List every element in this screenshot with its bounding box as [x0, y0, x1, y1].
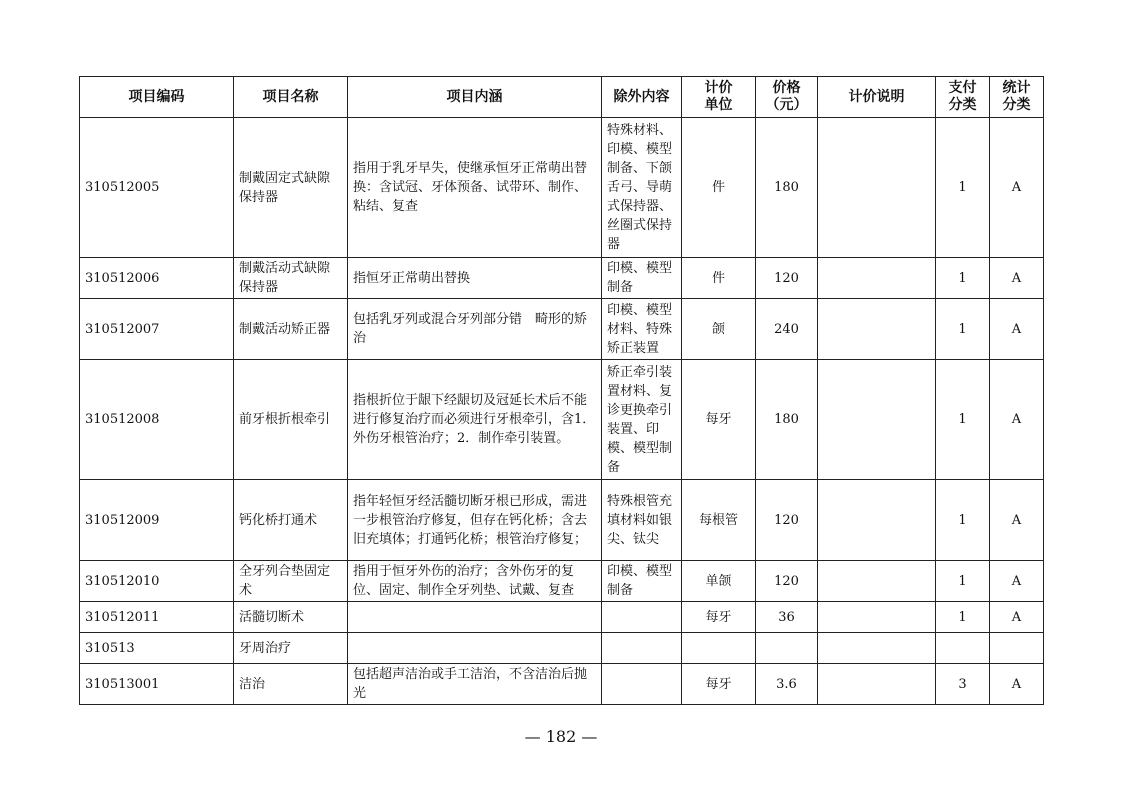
- cell-name: 钙化桥打通术: [234, 480, 348, 561]
- cell-unit: 件: [682, 118, 756, 258]
- header-unit: 计价 单位: [682, 77, 756, 118]
- cell-price: 120: [756, 258, 818, 299]
- cell-content: [348, 633, 602, 664]
- cell-pay: 1: [936, 299, 990, 360]
- cell-pay: 1: [936, 118, 990, 258]
- cell-price: 180: [756, 118, 818, 258]
- table-body: [80, 118, 1044, 705]
- cell-content: 包括乳牙列或混合牙列部分错 畸形的矫治: [348, 299, 602, 360]
- cell-note: [818, 258, 936, 299]
- cell-note: [818, 633, 936, 664]
- header-code: 项目编码: [80, 77, 234, 118]
- table-row: [80, 299, 1044, 360]
- header-exclusions: 除外内容: [602, 77, 682, 118]
- cell-name: 牙周治疗: [234, 633, 348, 664]
- cell-name: 前牙根折根牵引: [234, 360, 348, 480]
- cell-content: 指根折位于龈下经龈切及冠延长术后不能进行修复治疗而必须进行牙根牵引，含1．外伤牙根管治疗；2．制作牵引装置。: [348, 360, 602, 480]
- cell-content: 包括超声洁治或手工洁治，不含洁治后抛光: [348, 664, 602, 705]
- cell-note: [818, 480, 936, 561]
- cell-code: 310512008: [80, 360, 234, 480]
- header-note: 计价说明: [818, 77, 936, 118]
- cell-content: [348, 602, 602, 633]
- cell-code: 310512007: [80, 299, 234, 360]
- cell-pay: 1: [936, 360, 990, 480]
- cell-code: 310512005: [80, 118, 234, 258]
- cell-unit: 件: [682, 258, 756, 299]
- cell-unit: [682, 633, 756, 664]
- cell-unit: 每牙: [682, 664, 756, 705]
- cell-exclusions: [602, 633, 682, 664]
- cell-note: [818, 561, 936, 602]
- cell-unit: 每根管: [682, 480, 756, 561]
- table-row: [80, 118, 1044, 258]
- cell-price: 36: [756, 602, 818, 633]
- cell-content: 指用于恒牙外伤的治疗；含外伤牙的复位、固定、制作全牙列垫、试戴、复查: [348, 561, 602, 602]
- cell-note: [818, 299, 936, 360]
- cell-stat: A: [990, 360, 1044, 480]
- cell-pay: 3: [936, 664, 990, 705]
- cell-note: [818, 360, 936, 480]
- table-row: [80, 480, 1044, 561]
- cell-name: 活髓切断术: [234, 602, 348, 633]
- table-row: [80, 664, 1044, 705]
- cell-note: [818, 664, 936, 705]
- cell-code: 310513001: [80, 664, 234, 705]
- cell-price: 120: [756, 561, 818, 602]
- cell-unit: 每牙: [682, 360, 756, 480]
- cell-exclusions: 印模、模型制备: [602, 561, 682, 602]
- table-row: [80, 633, 1044, 664]
- cell-unit: 颌: [682, 299, 756, 360]
- table-header-row: [80, 77, 1044, 118]
- cell-code: 310512011: [80, 602, 234, 633]
- cell-note: [818, 602, 936, 633]
- table-row: [80, 258, 1044, 299]
- cell-exclusions: 印模、模型材料、特殊矫正装置: [602, 299, 682, 360]
- header-name: 项目名称: [234, 77, 348, 118]
- cell-unit: 每牙: [682, 602, 756, 633]
- page-number: — 182 —: [524, 727, 598, 746]
- cell-exclusions: 特殊材料、印模、模型制备、下颌舌弓、导萌式保持器、丝圈式保持器: [602, 118, 682, 258]
- cell-exclusions: 印模、模型制备: [602, 258, 682, 299]
- cell-name: 制戴活动式缺隙保持器: [234, 258, 348, 299]
- cell-content: 指年轻恒牙经活髓切断牙根已形成，需进一步根管治疗修复，但存在钙化桥；含去旧充填体；打通钙化桥；根管治疗修复；: [348, 480, 602, 561]
- header-price: 价格 （元）: [756, 77, 818, 118]
- cell-unit: 单颌: [682, 561, 756, 602]
- cell-price: 120: [756, 480, 818, 561]
- cell-name: 制戴活动矫正器: [234, 299, 348, 360]
- header-content: 项目内涵: [348, 77, 602, 118]
- cell-pay: 1: [936, 480, 990, 561]
- table-row: [80, 360, 1044, 480]
- cell-stat: A: [990, 480, 1044, 561]
- cell-code: 310512006: [80, 258, 234, 299]
- cell-pay: 1: [936, 602, 990, 633]
- price-table: [79, 76, 1044, 705]
- cell-exclusions: [602, 664, 682, 705]
- cell-code: 310513: [80, 633, 234, 664]
- cell-stat: A: [990, 664, 1044, 705]
- cell-stat: A: [990, 602, 1044, 633]
- cell-stat: A: [990, 299, 1044, 360]
- cell-price: 240: [756, 299, 818, 360]
- cell-content: 指用于乳牙早失，使继承恒牙正常萌出替换：含试冠、牙体预备、试带环、制作、粘结、复查: [348, 118, 602, 258]
- cell-stat: [990, 633, 1044, 664]
- cell-pay: 1: [936, 258, 990, 299]
- table-row: [80, 602, 1044, 633]
- cell-content: 指恒牙正常萌出替换: [348, 258, 602, 299]
- cell-note: [818, 118, 936, 258]
- cell-stat: A: [990, 118, 1044, 258]
- cell-code: 310512010: [80, 561, 234, 602]
- cell-pay: 1: [936, 561, 990, 602]
- header-pay: 支付 分类: [936, 77, 990, 118]
- cell-exclusions: [602, 602, 682, 633]
- cell-exclusions: 矫正牵引装置材料、复诊更换牵引装置、印模、模型制备: [602, 360, 682, 480]
- cell-price: 3.6: [756, 664, 818, 705]
- cell-code: 310512009: [80, 480, 234, 561]
- cell-stat: A: [990, 561, 1044, 602]
- cell-stat: A: [990, 258, 1044, 299]
- cell-exclusions: 特殊根管充填材料如银尖、钛尖: [602, 480, 682, 561]
- table-row: [80, 561, 1044, 602]
- cell-name: 洁治: [234, 664, 348, 705]
- cell-name: 制戴固定式缺隙保持器: [234, 118, 348, 258]
- cell-name: 全牙列合垫固定术: [234, 561, 348, 602]
- cell-pay: [936, 633, 990, 664]
- cell-price: [756, 633, 818, 664]
- header-stat: 统计 分类: [990, 77, 1044, 118]
- cell-price: 180: [756, 360, 818, 480]
